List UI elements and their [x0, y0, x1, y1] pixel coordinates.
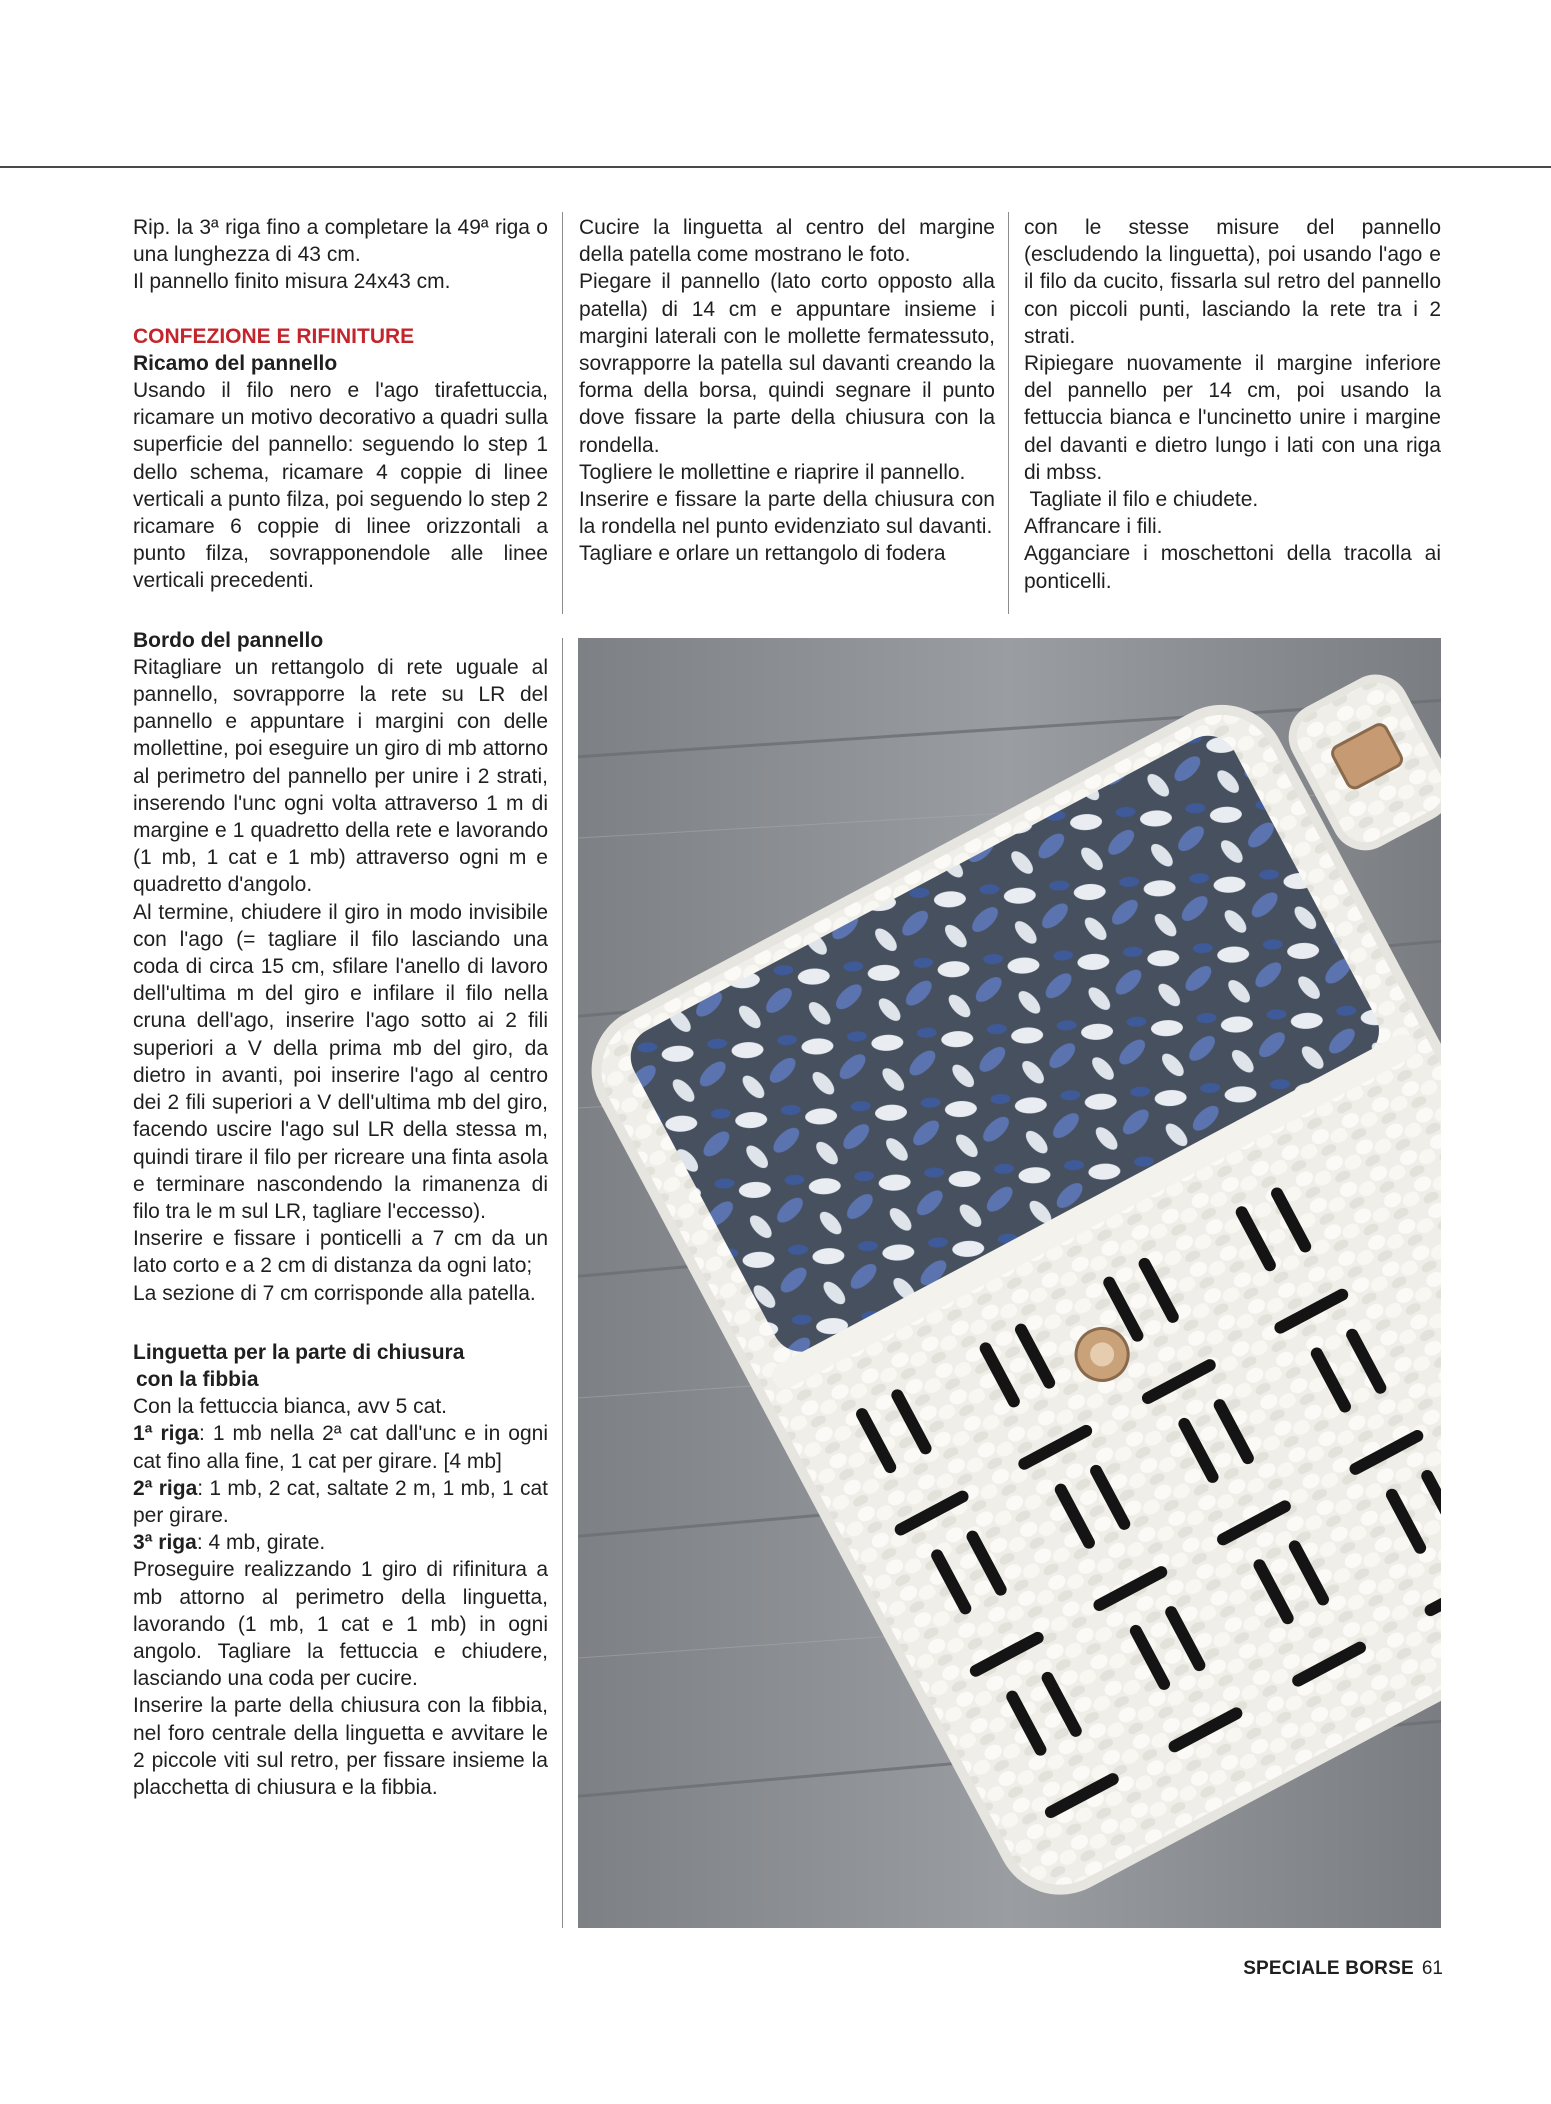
row-label: 1ª riga [133, 1422, 199, 1446]
col3-paragraph: Agganciare i moschettoni della tracolla ai ponticelli. [1024, 542, 1441, 593]
col3-paragraph: con le stesse misure del pannello (escludendo la linguetta), poi usando l'ago e il filo da cucito, fissarla sul retro del pannello con piccoli punti, lasciando la rete tra i 2 strati. [1024, 216, 1441, 348]
bordo-paragraph: La sezione di 7 cm corrisponde alla patella. [133, 1281, 536, 1305]
linguetta-title-2: con la fibbia [136, 1367, 259, 1391]
bag-illustration-icon [578, 638, 1441, 1928]
linguetta-row [133, 1420, 548, 1474]
row-label: 3ª riga [133, 1531, 197, 1555]
col2-paragraph: Togliere le mollettine e riaprire il pannello. [579, 460, 966, 484]
column-2 [579, 214, 995, 568]
ricamo-text: Usando il filo nero e l'ago tirafettuccia, ricamare un motivo decorativo a quadri sulla superficie del pannello: seguendo lo step 1 dello schema, ricamare 4 coppie di linee verticali a punto filza, poi seguendo lo step 2 ricamare 6 coppie di linee orizzontali a punto filza, sovrapponendole alle linee verticali precedenti. [133, 379, 548, 593]
linguetta-row [133, 1475, 548, 1529]
column-divider [562, 212, 563, 614]
page-footer [1243, 1958, 1443, 1980]
page-number: 61 [1421, 1958, 1443, 1979]
crochet-bag-photo [578, 638, 1441, 1928]
col3-paragraph: Ripiegare nuovamente il margine inferiore del pannello per 14 cm, poi usando la fettuccia bianca e l'uncinetto unire i margine del davanti e dietro lungo i lati con una riga di mbss. [1024, 352, 1441, 484]
bordo-paragraph: Inserire e fissare i ponticelli a 7 cm da un lato corto e a 2 cm di distanza da ogni lato; [133, 1227, 548, 1278]
bordo-paragraph: Ritagliare un rettangolo di rete uguale al pannello, sovrapporre la rete su LR del pannello e appuntare i margini con delle mollettine, poi eseguire un giro di mb attorno al perimetro del pannello per unire i 2 strati, inserendo l'unc ogni volta attraverso 1 m di margine e 1 quadretto della rete e lavorando (1 mb, 1 cat e 1 mb) attraverso ogni m e quadretto d'angolo. [133, 655, 548, 897]
linguetta-row [133, 1529, 548, 1556]
linguetta-intro: Con la fettuccia bianca, avv 5 cat. [133, 1395, 448, 1419]
top-rule [0, 166, 1551, 168]
bordo-paragraph: Al termine, chiudere il giro in modo invisibile con l'ago (= tagliare il filo lasciando una coda di circa 15 cm, sfilare l'anello di lavoro dell'ultima m del giro e infilare il filo nella cruna dell'ago, inserire l'ago sotto ai 2 fili superiori a V della prima mb del giro, da dietro in avanti, poi inserire l'ago al centro dei 2 fili superiori a V dell'ultima mb del giro, facendo uscire l'ago sul LR della stessa m, quindi tirare il filo per ricreare una finta asola e terminare nascondendo la rimanenza di filo tra le m sul LR, tagliare l'eccesso). [133, 900, 548, 1223]
col3-paragraph: Affrancare i fili. [1024, 515, 1163, 539]
row-text: : 1 mb nella 2ª cat dall'unc e in ogni cat fino alla fine, 1 cat per girare. [4 mb] [133, 1422, 548, 1473]
ricamo-title: Ricamo del pannello [133, 351, 338, 375]
row-text: : 1 mb, 2 cat, saltate 2 m, 1 mb, 1 cat per girare. [133, 1476, 548, 1527]
bordo-title: Bordo del pannello [133, 628, 324, 652]
column-divider [1008, 212, 1009, 614]
col2-paragraph: Piegare il pannello (lato corto opposto alla patella) di 14 cm e appuntare insieme i margini laterali con le mollette fermatessuto, sovrapporre la patella sul davanti creando la forma della borsa, quindi segnare il punto dove fissare la parte della chiusura con la rondella. [579, 270, 995, 457]
intro-paragraph-2: Il pannello finito misura 24x43 cm. [133, 270, 451, 294]
linguetta-title: Linguetta per la parte di chiusura [133, 1340, 465, 1364]
intro-paragraph-1: Rip. la 3ª riga fino a completare la 49ª riga o una lunghezza di 43 cm. [133, 216, 548, 267]
row-text: : 4 mb, girate. [196, 1531, 326, 1555]
column-divider [562, 638, 563, 1928]
linguetta-paragraph: Inserire la parte della chiusura con la fibbia, nel foro centrale della linguetta e avvitare le 2 piccole viti sul retro, per fissare insieme la placchetta di chiusura e la fibbia. [133, 1694, 548, 1799]
col3-paragraph: Tagliate il filo e chiudete. [1024, 488, 1259, 512]
linguetta-paragraph: Proseguire realizzando 1 giro di rifinitura a mb attorno al perimetro della linguetta, lavorando (1 mb, 1 cat e 1 mb) in ogni angolo. Tagliare la fettuccia e chiudere, lasciando una coda per cucire. [133, 1558, 548, 1691]
col2-paragraph: Tagliare e orlare un rettangolo di fodera [579, 542, 946, 566]
column-3 [1024, 214, 1441, 595]
magazine-name: SPECIALE BORSE [1243, 1958, 1414, 1979]
row-label: 2ª riga [133, 1476, 198, 1500]
section-title: CONFEZIONE E RIFINITURE [133, 324, 415, 348]
col2-paragraph: Inserire e fissare la parte della chiusura con la rondella nel punto evidenziato sul davanti. [579, 488, 995, 539]
col2-paragraph: Cucire la linguetta al centro del margine della patella come mostrano le foto. [579, 216, 995, 267]
column-1 [133, 214, 548, 1801]
